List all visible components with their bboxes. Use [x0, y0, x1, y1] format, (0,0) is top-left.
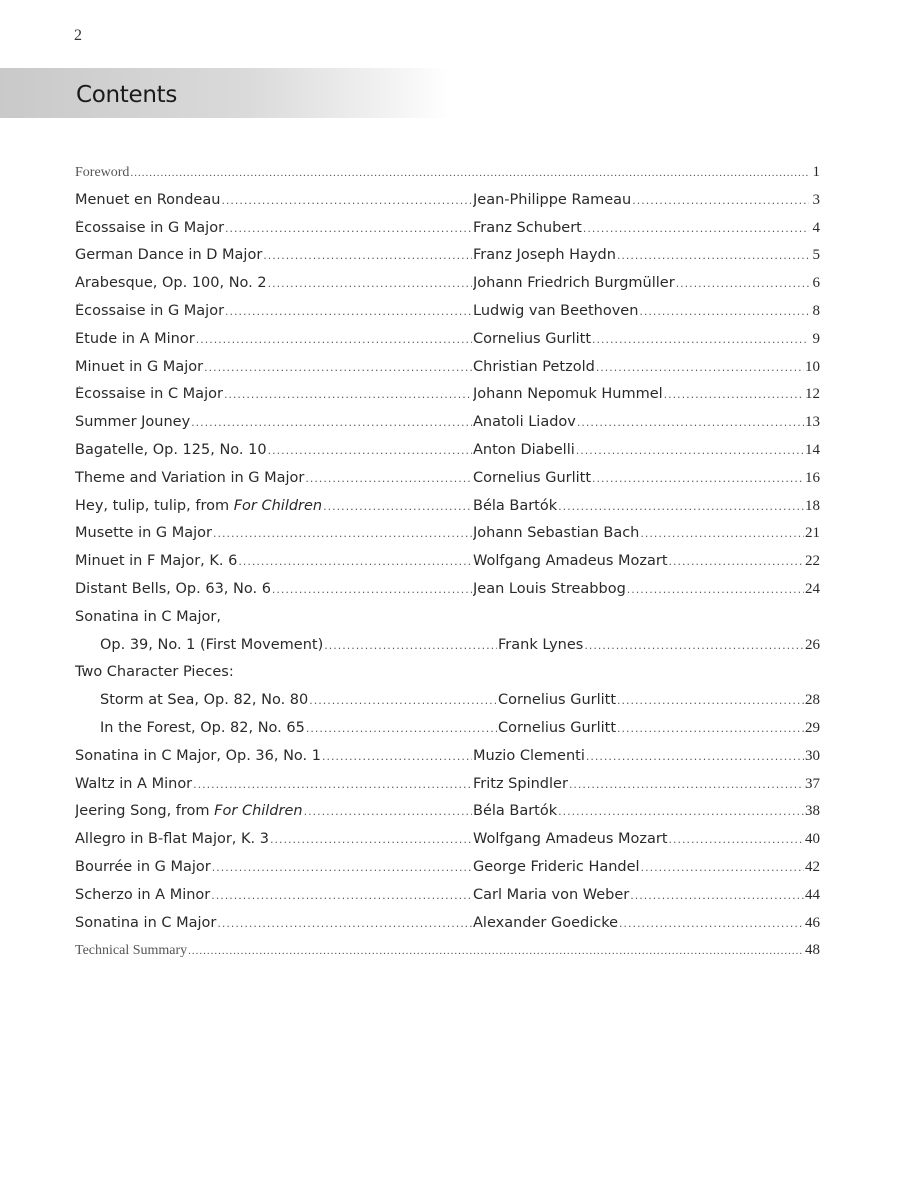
piece-title: Bourrée in G Major	[75, 858, 211, 875]
page-ref: 42	[805, 858, 820, 875]
dot-leader	[309, 694, 497, 707]
toc-heading-sonatina	[75, 609, 820, 637]
composer-name: Cornelius Gurlitt	[498, 692, 617, 709]
piece-title: Storm at Sea, Op. 82, No. 80	[100, 692, 309, 709]
page-ref: 13	[805, 414, 820, 431]
page-ref: 12	[805, 386, 820, 403]
piece-title: Menuet en Rondeau	[75, 191, 221, 208]
toc-row[interactable]	[75, 581, 820, 609]
dot-leader	[584, 639, 804, 652]
dot-leader	[221, 194, 472, 207]
dot-leader	[196, 333, 472, 346]
dot-leader	[596, 361, 804, 374]
table-of-contents	[75, 164, 820, 970]
dot-leader	[577, 416, 804, 429]
toc-row[interactable]	[75, 525, 820, 553]
page-ref: 46	[805, 914, 820, 931]
dot-leader	[617, 694, 804, 707]
title-band	[0, 68, 450, 118]
piece-subtitle: Op. 39, No. 1 (First Movement)	[100, 636, 324, 653]
toc-row[interactable]	[75, 386, 820, 414]
composer-name: Anton Diabelli	[473, 441, 575, 458]
dot-leader	[619, 917, 804, 930]
composer-name: Wolfgang Amadeus Mozart	[473, 831, 668, 848]
dot-leader	[212, 861, 472, 874]
composer-name: Jean-Philippe Rameau	[473, 191, 632, 208]
dot-leader	[583, 222, 809, 235]
toc-row[interactable]	[75, 359, 820, 387]
composer-name: Franz Schubert	[473, 219, 582, 236]
page-ref: 29	[805, 719, 820, 736]
dot-leader	[669, 833, 804, 846]
toc-row[interactable]	[75, 720, 820, 748]
collection-title: For Children	[214, 803, 303, 820]
composer-name: Wolfgang Amadeus Mozart	[473, 553, 668, 570]
page-ref: 4	[812, 219, 820, 236]
dot-leader	[225, 305, 472, 318]
dot-leader	[270, 833, 472, 846]
composer-name: Fritz Spindler	[473, 775, 568, 792]
toc-row[interactable]	[75, 331, 820, 359]
toc-row[interactable]	[75, 803, 820, 831]
dot-leader	[263, 249, 472, 262]
piece-title: Sonatina in C Major,	[75, 608, 221, 625]
dot-leader	[324, 639, 497, 652]
dot-leader	[669, 555, 804, 568]
composer-name: Béla Bartók	[473, 497, 558, 514]
toc-row[interactable]	[75, 859, 820, 887]
dot-leader	[558, 500, 804, 513]
dot-leader	[323, 500, 472, 513]
composer-name: Johann Nepomuk Hummel	[473, 386, 663, 403]
toc-row[interactable]	[75, 192, 820, 220]
piece-title: In the Forest, Op. 82, No. 65	[100, 719, 305, 736]
piece-title: Distant Bells, Op. 63, No. 6	[75, 580, 271, 597]
dot-leader	[576, 444, 804, 457]
composer-name: Muzio Clementi	[473, 747, 585, 764]
toc-row-foreword[interactable]	[75, 164, 820, 192]
dot-leader	[272, 583, 472, 596]
dot-leader	[592, 472, 804, 485]
page-ref: 6	[812, 275, 820, 292]
page-title: Contents	[76, 82, 178, 108]
dot-leader	[217, 917, 472, 930]
technical-summary-label: Technical Summary	[75, 943, 188, 959]
toc-row[interactable]	[75, 303, 820, 331]
piece-title: Etude in A Minor	[75, 330, 195, 347]
toc-row[interactable]	[75, 831, 820, 859]
toc-row[interactable]	[75, 692, 820, 720]
toc-row[interactable]	[75, 637, 820, 665]
toc-row[interactable]	[75, 776, 820, 804]
piece-title: Bagatelle, Op. 125, No. 10	[75, 441, 267, 458]
toc-row[interactable]	[75, 275, 820, 303]
toc-row[interactable]	[75, 498, 820, 526]
toc-row[interactable]	[75, 220, 820, 248]
dot-leader	[130, 167, 809, 179]
dot-leader	[191, 416, 472, 429]
composer-name: George Frideric Handel	[473, 858, 640, 875]
dot-leader	[304, 805, 472, 818]
toc-row[interactable]	[75, 247, 820, 275]
page-ref: 8	[812, 302, 820, 319]
dot-leader	[664, 388, 804, 401]
dot-leader	[268, 444, 472, 457]
piece-title: Allegro in B-flat Major, K. 3	[75, 831, 269, 848]
composer-name: Christian Petzold	[473, 358, 595, 375]
dot-leader	[558, 805, 804, 818]
composer-name: Cornelius Gurlitt	[473, 469, 592, 486]
foreword-label: Foreword	[75, 165, 130, 180]
composer-name: Johann Sebastian Bach	[473, 525, 640, 542]
page-ref: 10	[805, 358, 820, 375]
dot-leader	[630, 889, 804, 902]
page-ref: 22	[805, 553, 820, 570]
dot-leader	[617, 722, 804, 735]
toc-row[interactable]	[75, 887, 820, 915]
dot-leader	[211, 889, 472, 902]
composer-name: Anatoli Liadov	[473, 414, 576, 431]
piece-title: Sonatina in C Major	[75, 914, 217, 931]
piece-title: Waltz in A Minor	[75, 775, 193, 792]
dot-leader	[268, 277, 472, 290]
dot-leader	[193, 778, 472, 791]
dot-leader	[676, 277, 809, 290]
dot-leader	[632, 194, 809, 207]
dot-leader	[213, 527, 472, 540]
piece-title: Jeering Song, from For Children	[75, 803, 303, 820]
dot-leader	[238, 555, 472, 568]
dot-leader	[306, 722, 497, 735]
piece-title: Minuet in F Major, K. 6	[75, 553, 238, 570]
page-ref: 24	[805, 580, 820, 597]
dot-leader	[641, 861, 804, 874]
piece-title: Summer Jouney	[75, 414, 191, 431]
toc-row[interactable]	[75, 470, 820, 498]
piece-title: Écossaise in G Major	[75, 302, 225, 319]
toc-heading-two-character-pieces	[75, 664, 820, 692]
dot-leader	[322, 750, 472, 763]
dot-leader	[225, 222, 472, 235]
page-ref: 38	[805, 803, 820, 820]
composer-name: Jean Louis Streabbog	[473, 580, 626, 597]
composer-name: Ludwig van Beethoven	[473, 302, 639, 319]
dot-leader	[617, 249, 809, 262]
dot-leader	[639, 305, 809, 318]
page-ref: 30	[805, 747, 820, 764]
page-ref: 1	[812, 164, 820, 180]
page-ref: 14	[805, 441, 820, 458]
composer-name: Cornelius Gurlitt	[498, 719, 617, 736]
piece-title: Scherzo in A Minor	[75, 886, 211, 903]
group-heading: Two Character Pieces:	[75, 664, 234, 681]
dot-leader	[592, 333, 809, 346]
dot-leader	[188, 945, 804, 957]
toc-row-technical-summary[interactable]	[75, 942, 820, 970]
dot-leader	[224, 388, 472, 401]
piece-title: Écossaise in G Major	[75, 219, 225, 236]
piece-title: Arabesque, Op. 100, No. 2	[75, 275, 267, 292]
piece-title: Theme and Variation in G Major	[75, 469, 305, 486]
piece-title: German Dance in D Major	[75, 247, 263, 264]
dot-leader	[586, 750, 804, 763]
page-ref: 48	[805, 942, 820, 959]
composer-name: Carl Maria von Weber	[473, 886, 630, 903]
piece-title: Musette in G Major	[75, 525, 213, 542]
piece-title: Hey, tulip, tulip, from For Children	[75, 497, 323, 514]
composer-name: Johann Friedrich Burgmüller	[473, 275, 675, 292]
composer-name: Frank Lynes	[498, 636, 584, 653]
toc-row[interactable]	[75, 442, 820, 470]
collection-title: For Children	[233, 497, 323, 514]
page-ref: 21	[805, 525, 820, 542]
composer-name: Alexander Goedicke	[473, 914, 618, 931]
page-ref: 9	[812, 330, 820, 347]
page-ref: 28	[805, 692, 820, 709]
piece-title: Sonatina in C Major, Op. 36, No. 1	[75, 747, 321, 764]
page-ref: 18	[805, 497, 820, 514]
piece-title: Écossaise in C Major	[75, 386, 223, 403]
dot-leader	[640, 527, 804, 540]
toc-row[interactable]	[75, 553, 820, 581]
page-ref: 5	[812, 247, 820, 264]
toc-row[interactable]	[75, 414, 820, 442]
page-ref: 16	[805, 469, 820, 486]
dot-leader	[204, 361, 472, 374]
composer-name: Béla Bartók	[473, 803, 558, 820]
page-ref: 26	[805, 636, 820, 653]
dot-leader	[627, 583, 804, 596]
composer-name: Cornelius Gurlitt	[473, 330, 592, 347]
composer-name: Franz Joseph Haydn	[473, 247, 616, 264]
toc-row[interactable]	[75, 748, 820, 776]
dot-leader	[569, 778, 804, 791]
dot-leader	[305, 472, 472, 485]
page-ref: 44	[805, 886, 820, 903]
toc-row[interactable]	[75, 915, 820, 943]
page-number: 2	[74, 27, 82, 44]
page-ref: 3	[812, 191, 820, 208]
piece-title: Minuet in G Major	[75, 358, 204, 375]
page-ref: 40	[805, 831, 820, 848]
page-ref: 37	[805, 775, 820, 792]
